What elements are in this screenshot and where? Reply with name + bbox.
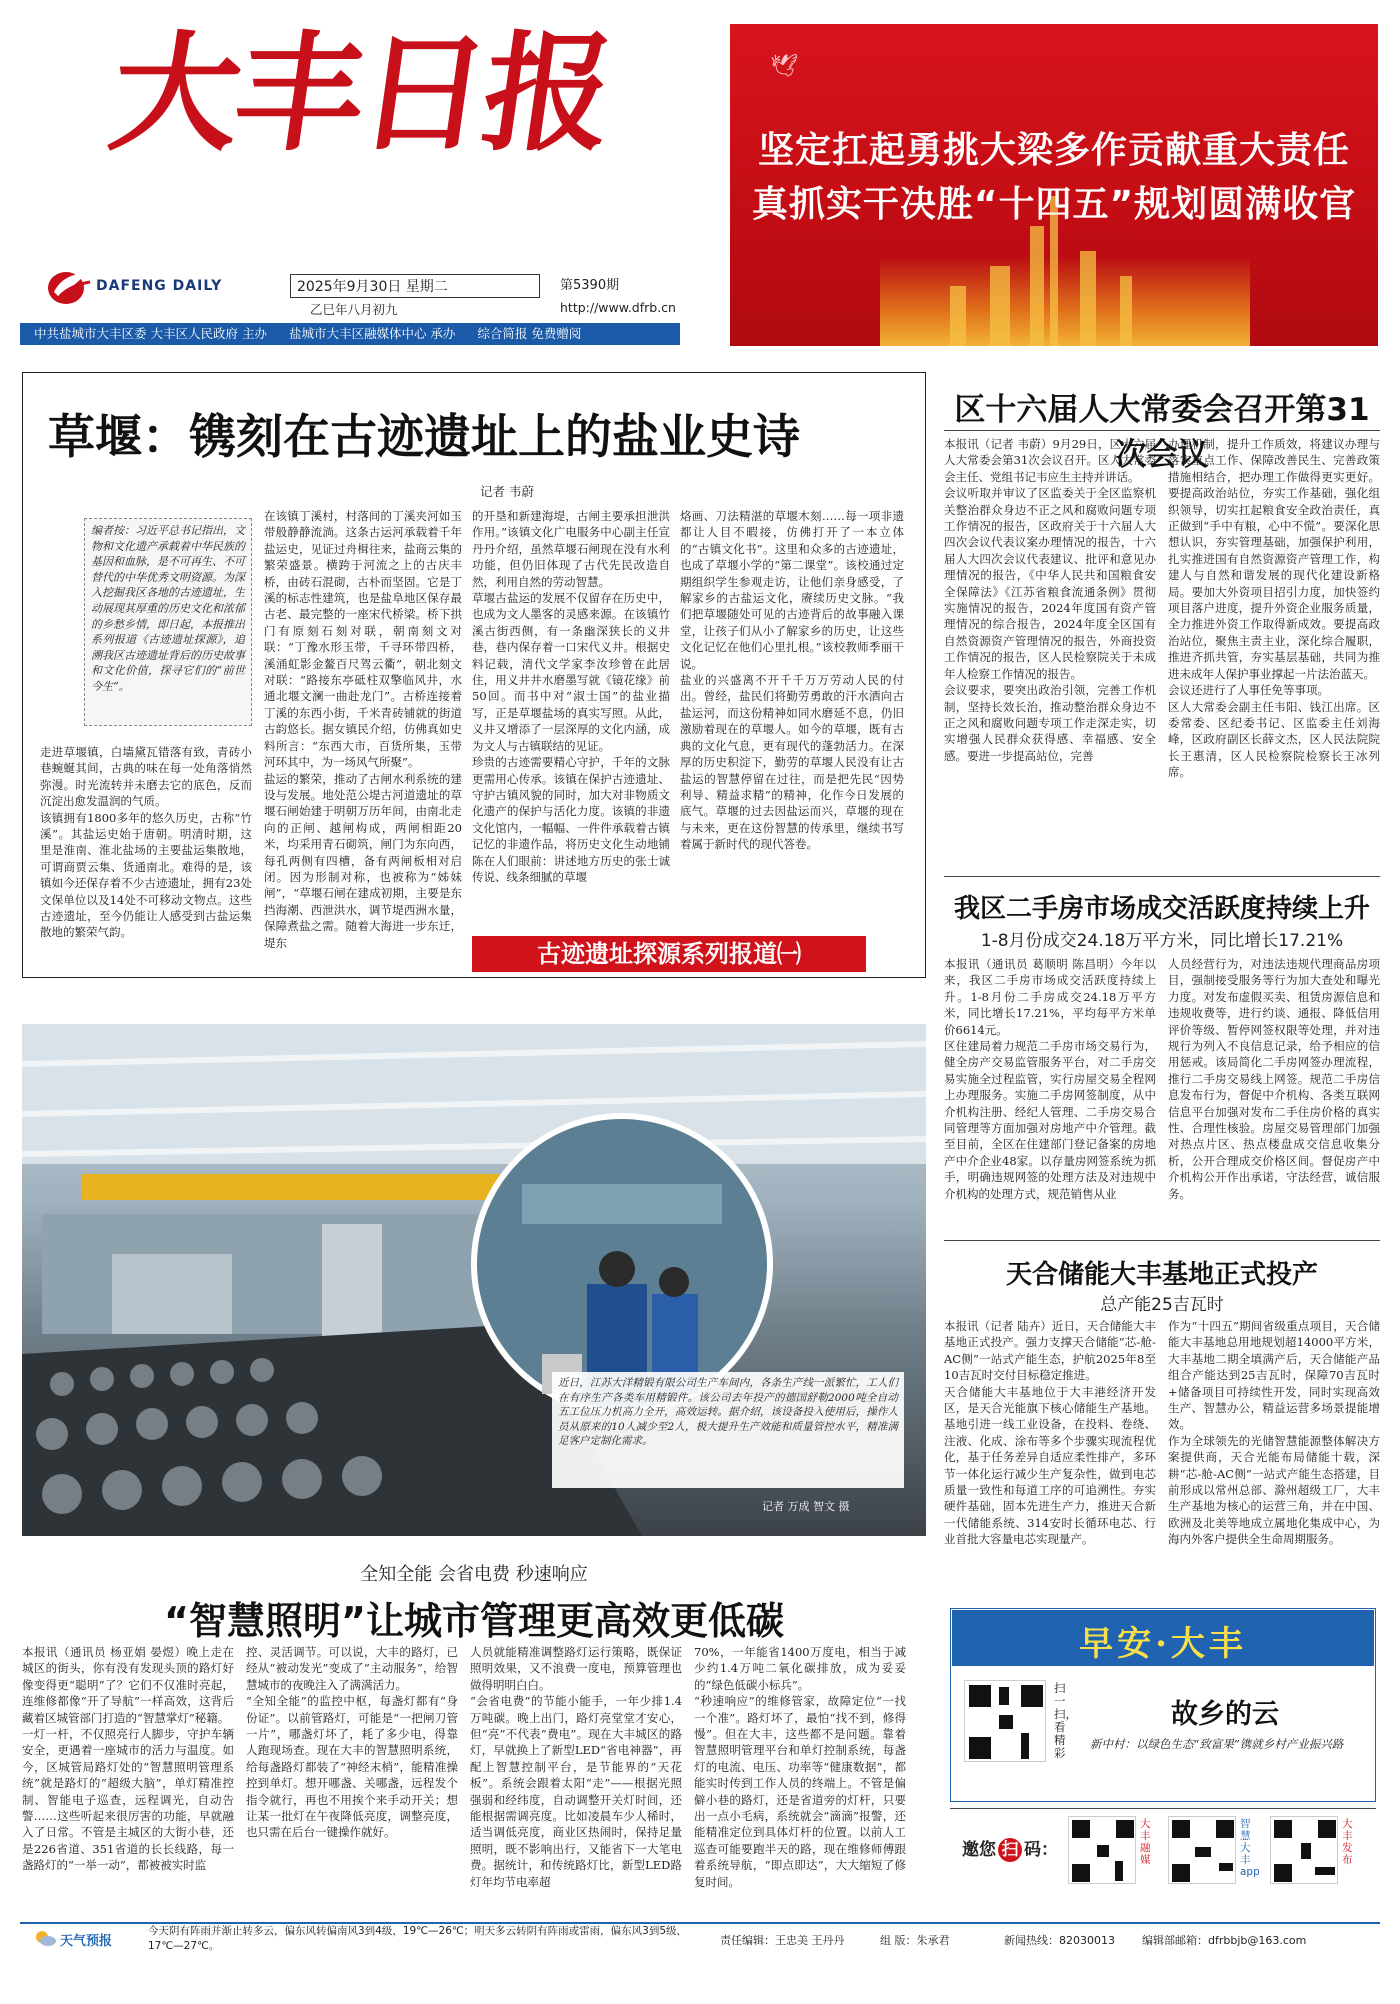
housing-title: 我区二手房市场成交活跃度持续上升 <box>953 894 1370 924</box>
qr-label-1: 大丰融媒 <box>1140 1818 1151 1866</box>
skyline-graphic <box>880 256 1250 346</box>
energy-subtitle: 总产能25吉瓦时 <box>1100 1295 1224 1315</box>
morning-banner-text: 早安·大丰 <box>1079 1624 1247 1664</box>
photo-caption: 近日，江苏大洋精锻有限公司生产车间内，各条生产线一派繁忙，工人们在有序生产各类车用精锻件。该公司去年投产的德国舒勒2000吨全自动五工位压力机高力全开，高效运转。据介绍，该设备投入使用后，操作人员从原来的10人减少至2人，极大提升生产效能和质量管控水平，精准满足客户定制化需求。 <box>552 1372 904 1488</box>
qr-dafeng-media[interactable] <box>1068 1816 1136 1884</box>
housing-subtitle: 1-8月份成交24.18万平方米，同比增长17.21% <box>980 931 1344 951</box>
footer-hotline: 新闻热线：82030013 <box>1004 1934 1115 1947</box>
lead-column-3: 的开垦和新建海堤，古闸主要承担泄洪作用。”该镇文化广电服务中心副主任宣丹丹介绍，虽然草堰石闸现在没有水利功能，但仍旧体现了古代先民改造自然，利用自然的劳动智慧。 草堰古盐运的发展不仅留存在历史中，也成为文人墨客的灵感来源。在该镇竹溪古街西侧，有一条幽深狭长的义井巷，巷内保存着一口宋代义井。根据史料记载，清代文学家李汝珍曾在此居住，用义井井水磨墨写就《镜花缘》前50回。而书中对“淑士国”的盐业描写，正是草堰盐场的真实写照。从此，义井又增添了一层深厚的文化内涵，成为文人与古镇联结的见证。 珍贵的古迹需要精心守护，千年的文脉更需用心传承。该镇在保护古迹遗址、守护古镇风貌的同时，加大对非物质文化遗产的保护与活化力度。该镇的非遗文化馆内，一幅幅、一件件承载着古镇记忆的非遗作品，将历史文化生动地铺陈在人们眼前：讲述地方历史的张士诚传说、线条细腻的草堰 <box>472 509 670 884</box>
issue-date: 2025年9月30日 星期二 <box>290 274 540 298</box>
editor-note: 编者按：习近平总书记指出，文物和文化遗产承载着中华民族的基因和血脉，是不可再生、不可替代的中华优秀文明资源。为深入挖掘我区各地的古迹遗址，生动展现其厚重的历史文化和浓郁的乡愁乡情，即日起，本报推出系列报道《古迹遗址探源》，追溯我区古迹遗址背后的历史故事和文化价值，探寻它们的“前世今生”。 <box>84 518 252 726</box>
congress-title: 区十六届人大常委会召开第31次会议 <box>954 392 1370 473</box>
publisher-org3: 综合简报 免费赠阅 <box>477 326 582 341</box>
lighting-kicker: 全知全能 会省电费 秒速响应 <box>360 1564 588 1585</box>
weather-forecast: 今天阴有阵雨并渐止转多云，偏东风转偏南风3到4级，19℃—26℃；明天多云转阴有阵雨或雷雨，偏东风3到5级，17℃—27℃。 <box>148 1925 688 1952</box>
morning-article-title: 故乡的云 <box>1171 1699 1279 1730</box>
lead-title: 草堰：镌刻在古迹遗址上的盐业史诗 <box>48 410 800 465</box>
congress-column-1: 本报讯（记者 韦蔚）9月29日，区十六届人大常委会第31次会议召开。区人大常委会主任、党组书记韦应生主持并讲话。 会议听取并审议了区监委关于全区监察机关整治群众身边不正之风和腐败问题专项工作情况的报告，区政府关于十六届人大四次会议代表议案办理情况的报告，十六届人大四次会议代表建议、批评和意见办理情况的报告，《中华人民共和国粮食安全保障法》《江苏省粮食流通条例》贯彻实施情况的报告，2024年度国有资产管理情况的综合报告，2024年度全区国有自然资源资产管理情况的报告，外商投资工作情况的报告，区人民检察院关于未成年人检察工作情况的报告。 会议要求，要突出政治引领，完善工作机制，坚持长效长治，推动整治群众身边不正之风和腐败问题专项工作走深走实，切实增强人民群众获得感、幸福感、安全感。要进一步提高站位，完善 <box>944 437 1156 763</box>
lead-column-4: 烙画、刀法精湛的草堰木刻……每一项非遗都让人目不暇接，仿佛打开了一本立体的“古镇文化书”。这里和众多的古迹遗址，也成了草堰小学的“第二课堂”。该校通过定期组织学生参观走访，让他们亲身感受，了解家乡的古盐运文化，赓续历史文脉。“我们把草堰随处可见的古迹背后的故事融入课堂，让孩子们从小了解家乡的历史，让这些文化记忆在他们心里扎根。”该校教师季丽干说。 盐业的兴盛离不开千千万万劳动人民的付出。曾经，盐民们将勤劳勇敢的汗水洒向古盐运河，而这份精神如同水磨延不息，仍旧激励着现在的草堰人。如今的草堰，既有古典的文化气息，更有现代的蓬勃活力。在深厚的历史积淀下，勤劳的草堰人民没有让古盐运的智慧停留在过往，而是把先民“因势利导、精益求精”的精神，化作今日发展的底气。草堰的过去因盐运而兴，草堰的现在与未来，更在这份智慧的传承里，继续书写着属于新时代的现代答卷。 <box>680 509 904 852</box>
housing-column-2: 人员经营行为，对违法违规代理商品房项目，强制接受服务等行为加大查处和曝光力度。对发布虚假买卖、租赁房源信息和违规收费等，进行约谈、通报、降低信用评价等级、暂停网签权限等处理，并对违规行为列入不良信息记录，给予相应的信用惩戒。该局简化二手房网签办理流程，推行二手房交易线上网签。规范二手房信息发布行为，督促中介机构、各类互联网信息平台加强对发布二手住房价格的真实性、合理性核验。房屋交易管理部门加强对热点片区、热点楼盘成交信息收集分析，公开合理成交价格区间。督促房产中介机构公开作出承诺，守法经营，诚信服务。 <box>1168 957 1380 1201</box>
morning-qr-code[interactable] <box>964 1680 1046 1762</box>
newspaper-logo: 大丰日报 <box>101 19 619 169</box>
photo-credit: 记者 万成 智文 摄 <box>762 1500 850 1513</box>
publisher-org1: 中共盐城市大丰区委 大丰区人民政府 主办 <box>34 326 267 341</box>
qr-label-2: 智慧大丰app <box>1240 1818 1260 1878</box>
slogan-banner <box>730 24 1378 346</box>
factory-photo <box>22 1024 926 1536</box>
energy-title: 天合储能大丰基地正式投产 <box>1005 1260 1318 1290</box>
lighting-column-4: 70%，一年能省1400万度电，相当于减少约1.4万吨二氧化碳排放，成为妥妥的“绿色低碳小标兵”。 “秒速响应”的维修管家，故障定位“一找一个准”。路灯坏了，最怕“找不到，修得慢”。但在大丰，这些都不是问题。靠着智慧照明管理平台和单灯控制系统，每盏灯的电流、电压、功率等“健康数据”，都能实时传到工作人员的终端上。不管是偏僻小巷的路灯，还是省道旁的灯杆，只要出一点小毛病，系统就会“滴滴”报警，还能精准定位到具体灯杆的位置。以前人工巡查可能要跑半天的路，现在维修师傅跟着系统导航，“即点即达”，大大缩短了修复时间。 <box>694 1645 906 1889</box>
weather-icon <box>34 1930 56 1946</box>
qr-smart-dafeng-app[interactable] <box>1168 1816 1236 1884</box>
issue-number: 第5390期 <box>560 278 620 293</box>
invite-label: 邀您 扫 码： <box>962 1840 1058 1860</box>
banner-line-2: 真抓实干决胜“十四五”规划圆满收官 <box>751 184 1357 225</box>
qr-label-3: 大丰发布 <box>1342 1818 1353 1866</box>
energy-column-1: 本报讯（记者 陆卉）近日，天合储能大丰基地正式投产。强力支撑天合储能“芯-舱-AC侧”一站式产能生态，护航2025年8至10吉瓦时交付目标稳定推进。 天合储能大丰基地位于大丰港经济开发区，是天合光能旗下核心储能生产基地。基地引进一线工业设备，在投料、卷绕、注液、化成、涂布等多个步骤实现流程优化，基于任务差异自适应柔性排产，多环节一体化运行减少生产复杂性，做到电芯质量一致性和每道工序的可追溯性。夯实硬件基础，固本先进生产力，推进天合新一代储能系统、314安时长循环电芯、行业首批大容量电芯实现量产。 <box>944 1319 1156 1547</box>
series-tag: 古迹遗址探源系列报道㈠ <box>472 936 866 972</box>
lighting-column-3: 人员就能精准调整路灯运行策略，既保证照明效果，又不浪费一度电，预算管理也做得明明白白。 “会省电费”的节能小能手，一年少排1.4万吨碳。晚上出门，路灯亮堂堂才安心，但“亮”不代表“费电”。现在大丰城区的路灯，早就换上了新型LED“省电神器”，再配上智慧控制平台，是节能界的“天花板”。系统会跟着太阳“走”——根据光照强弱和经纬度，自动调整开关灯时间，还能根据需调亮度。比如凌晨车少人稀时，适当调低亮度，商业区热闹时，保持足量照明，既不影响出行，又能省下一大笔电费。据统计，和传统路灯比，新型LED路灯年均节电率超 <box>470 1645 682 1889</box>
footer-layout: 组 版：朱承君 <box>880 1934 950 1947</box>
congress-column-2: 办理机制，提升工作质效，将建议办理与落实重点工作、保障改善民生、完善政策措施相结合，把办理工作做得更实更好。要提高政治站位，夯实工作基础，强化组织领导，切实扛起粮食安全政治责任，真正做到“手中有粮，心中不慌”。要深化思想认识，夯实管理基础，加强保护利用，扎实推进国有自然资源资产管理工作，构建人与自然和谐发展的现代化建设新格局。要加大外资项目招引力度，加快签约项目落户进度，提升外资企业服务质量，全力推进外资工作取得新成效。要提高政治站位，聚焦主责主业，深化综合履职，推进齐抓共管，夯实基层基础，共同为推进未成年人保护事业撑起一片法治蓝天。 会议还进行了人事任免等事项。 区人大常委会副主任韦阳、钱江出席。区委常委、区纪委书记、区监委主任刘海峰，区政府副区长薛文杰，区人民法院院长王惠清，区人民检察院检察长王冰列席。 <box>1168 437 1380 780</box>
weather-label: 天气预报 <box>60 1934 113 1949</box>
qr-dafeng-release[interactable] <box>1270 1816 1338 1884</box>
english-name: DAFENG DAILY <box>96 278 223 294</box>
dove-icon: 🕊 <box>770 54 798 79</box>
scan-icon: 扫 <box>998 1838 1022 1862</box>
morning-qr-note: 扫一扫，看精彩 <box>1054 1681 1077 1760</box>
energy-column-2: 作为“十四五”期间省级重点项目，天合储能大丰基地总用地规划超14000平方米，大丰基地二期全填满产后，天合储能产品组合产能达到25吉瓦时，保障70吉瓦时+储备项目可持续性开发，同时实现高效生产、智慧办公，精益运营多场景提能增效。 作为全球领先的光储智慧能源整体解决方案提供商，天合光能布局储能十载，深耕“芯-舱-AC侧”一站式产能生态搭建，目前形成以常州总部、滁州超级工厂，大丰生产基地为核心的运营三角，并在中国、欧洲及北美等地成立属地化集成中心，为海内外客户提供全生命周期服务。 <box>1168 1319 1380 1547</box>
morning-article-subtitle: 新中村：以绿色生态“致富果”镌就乡村产业振兴路 <box>1090 1737 1344 1751</box>
publisher-bar <box>20 323 680 345</box>
lead-column-2: 在该镇丁溪村，村落间的丁溪夹河如玉带般静静流淌。这条古运河承载着千年盐运史，见证过舟楫往来，盐商云集的繁荣盛景。横跨于河流之上的古庆丰桥，由砖石混砌，古朴而坚固。它是丁溪的标志性建筑，也是盐阜地区保存最古老、最完整的一座宋代桥梁。桥下拱门有原刻石刻对联，朝南刻文对联：“丁豫水形玉带，千寻环带四桥，溪涌虹影金鳌百尺驾云衢”，朝北刻文对联：“路接东亭砥柱双擎临风井，水通北堰文澜一曲赴龙门”。古桥连接着丁溪的东西小街，千米青砖铺就的街道古韵悠长。据女镇民介绍，仿佛真如史料所言：“东西大市，百货所集，玉带河环其中，为一场风气所聚”。 盐运的繁荣，推动了古闸水利系统的建设与发展。地处范公堤古河道遗址的草堰石闸始建于明朝万历年间，由南北走向的正闸、越闸构成，两闸相距20米，均采用青石砌筑，闸门为东向西，每孔两侧有四槽，备有两闸板相对启闭。因为形制对称，也被称为“姊妹闸”，“草堰石闸在建成初期，主要是东挡海潮、西泄洪水，调节堤西洲水量，保障煮盐之需。随着大海进一步东迁，堤东 <box>264 509 462 950</box>
lunar-date: 乙巳年八月初九 <box>310 302 398 317</box>
lighting-column-1: 本报讯（通讯员 杨亚娟 晏煜）晚上走在城区的街头，你有没有发现头顶的路灯好像变得更“聪明”了？它们不仅准时亮起，连维修都像“开了导航”一样高效，这背后藏着区城管部门打造的“智慧掌灯”秘籍。 一灯一杆，不仅照亮行人脚步，守护车辆安全，更遇着一座城市的活力与温度。如今，区城管局路灯处的“智慧照明管理系统”就是路灯的“超级大脑”，单灯精准控制、智能电子巡查，远程调光，自动告警……这些听起来很厉害的功能，早就融入了日常。不管是主城区的大街小巷，还是226省道、351省道的长长线路，每一盏路灯的“一举一动”，都被被实时监 <box>22 1645 234 1873</box>
lead-byline: 记者 韦蔚 <box>480 484 534 499</box>
lighting-column-2: 控、灵活调节。可以说，大丰的路灯，已经从“被动发光”变成了“主动服务”，给智慧城市的夜晚注入了满满活力。 “全知全能”的监控中枢，每盏灯都有“身份证”。以前管路灯，可能是“一把闸刀管一片”，哪盏灯坏了，耗了多少电，得靠人跑现场查。现在大丰的智慧照明系统，给每盏路灯都装了“神经末梢”，能精准操控到单灯。想开哪盏、关哪盏，远程发个指令就行，再也不用挨个来手动开关；想让某一批灯在午夜降低亮度，调整亮度，也只需在后台一键操作就好。 <box>246 1645 458 1840</box>
lighting-title: “智慧照明”让城市管理更高效更低碳 <box>164 1599 784 1643</box>
lead-column-1: 走进草堰镇，白墙黛瓦错落有致，青砖小巷蜿蜒其间，古典的味在每一处角落悄然弥漫。时光流转并未磨去它的底色，反而沉淀出愈发温润的气质。 该镇拥有1800多年的悠久历史，古称“竹溪”。其盐运史始于唐朝。明清时期，这里是淮南、淮北盐场的主要盐运集散地，可谓商贾云集、货通南北。难得的是，该镇如今还保存着不少古迹遗址，拥有23处文保单位以及14处不可移动文物点。这些古迹遗址，至今仍能让人感受到古盐运集散地的繁荣气韵。 <box>40 745 252 940</box>
housing-column-1: 本报讯（通讯员 葛顺明 陈昌明）今年以来，我区二手房市场成交活跃度持续上升。1-8月份二手房成交24.18万平方米，同比增长17.21%，平均每平方米单价6614元。 区住建局着力规范二手房市场交易行为，健全房产交易监管服务平台，对二手房交易实施全过程监管，实行房屋交易全程网上办理服务。实施二手房网签制度，从中介机构注册、经纪人管理、二手房交易合同管理等方面加强对房地产中介管理。截至目前，全区在住建部门登记备案的房地产中介企业48家。以存量房网签系统为抓手，明确违规网签的处理方法及对违规中介机构的处理方式，规范销售从业 <box>944 957 1156 1201</box>
dafeng-emblem-icon <box>46 266 92 306</box>
publisher-org2: 盐城市大丰区融媒体中心 承办 <box>288 326 456 341</box>
website-link[interactable]: http://www.dfrb.cn <box>560 300 676 315</box>
morning-banner <box>952 1610 1374 1666</box>
footer-editors: 责任编辑：王忠美 王丹丹 <box>720 1934 845 1947</box>
footer-email[interactable]: 编辑部邮箱：dfrbbjb@163.com <box>1142 1934 1307 1947</box>
banner-line-1: 坚定扛起勇挑大梁多作贡献重大责任 <box>757 130 1350 171</box>
